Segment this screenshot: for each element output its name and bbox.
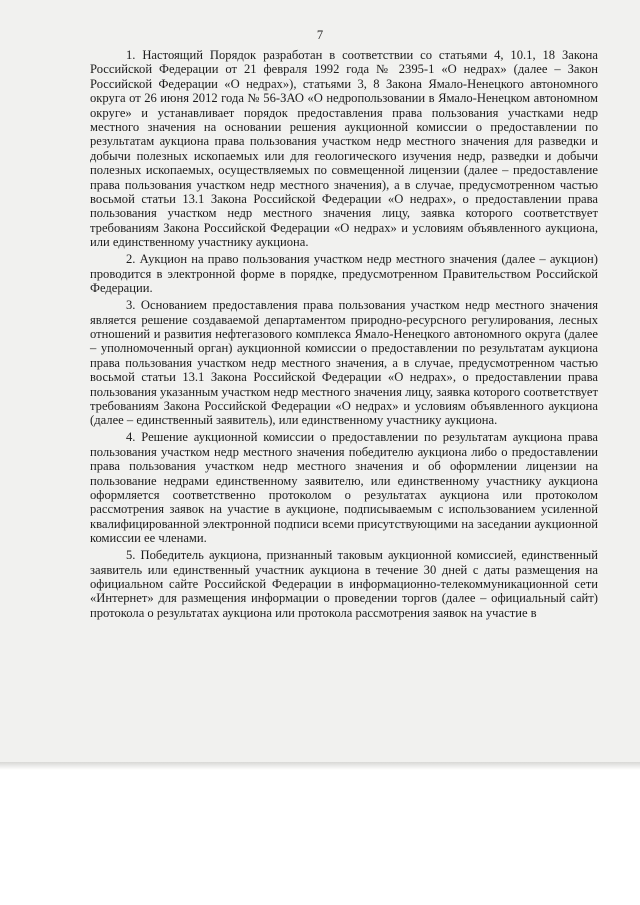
paragraph-4: 4. Решение аукционной комиссии о предоставлении по результатам аукциона права пользования участком недр местного значения победителю аукциона либо о предоставлении права пользования участком недр местного значения и об оформлении лицензии на пользование недрами единственному заявителю, или единственному участнику аукциона оформляется соответственно протоколом о результатах аукциона или протоколом рассмотрения заявок на участие в аукционе, подписываемым с использованием усиленной квалифицированной электронной подписи всеми присутствующими на заседании аукционной комиссии ее членами. bbox=[90, 430, 598, 546]
paragraph-3: 3. Основанием предоставления права пользования участком недр местного значения является решение создаваемой департаментом природно-ресурсного регулирования, лесных отношений и развития нефтегазового комплекса Ямало-Ненецкого автономного округа (далее – уполномоченный орган) аукционной комиссии о предоставлении по результатам аукциона права пользования участком недр местного значения, а в случае, предусмотренном частью восьмой статьи 13.1 Закона Российской Федерации «О недрах», о предоставлении права пользования указанным участком недр местного значения лицу, заявка которого соответствует требованиям Закона Российской Федерации «О недрах» и условиям объявленного аукциона (далее – единственный заявитель), или единственному участнику аукциона. bbox=[90, 298, 598, 428]
page-edge-shadow bbox=[0, 762, 640, 770]
paragraph-2: 2. Аукцион на право пользования участком недр местного значения (далее – аукцион) проводится в электронной форме в порядке, предусмотренном Правительством Российской Федерации. bbox=[90, 252, 598, 296]
paragraph-1: 1. Настоящий Порядок разработан в соответствии со статьями 4, 10.1, 18 Закона Российской Федерации от 21 февраля 1992 года № 2395-1 «О недрах» (далее – Закон Российской Федерации «О недрах»), статьями 3, 8 Закона Ямало-Ненецкого автономного округа от 26 июня 2012 года № 56-ЗАО «О недропользовании в Ямало-Ненецком автономном округе» и устанавливает порядок предоставления права пользования участками недр местного значения на основании решения аукционной комиссии о предоставлении по результатам аукциона права пользования участком недр местного значения для разведки и добычи полезных ископаемых или для геологического изучения недр, разведки и добычи полезных ископаемых, осуществляемых по совмещенной лицензии (далее – предоставление права пользования участком недр местного значения), а в случае, предусмотренном частью восьмой статьи 13.1 Закона Российской Федерации «О недрах», о предоставлении права пользования участком недр местного значения лицу, заявка которого соответствует требованиям Закона Российской Федерации «О недрах» и условиям объявленного аукциона, или единственному участнику аукциона. bbox=[90, 48, 598, 250]
paragraph-5: 5. Победитель аукциона, признанный таковым аукционной комиссией, единственный заявитель или единственный участник аукциона в течение 30 дней с даты размещения на официальном сайте Российской Федерации в информационно-телекоммуникационной сети «Интернет» для размещения информации о проведении торгов (далее – официальный сайт) протокола о результатах аукциона или протокола рассмотрения заявок на участие в bbox=[90, 548, 598, 620]
document-body bbox=[90, 48, 598, 623]
page-number: 7 bbox=[316, 28, 324, 42]
